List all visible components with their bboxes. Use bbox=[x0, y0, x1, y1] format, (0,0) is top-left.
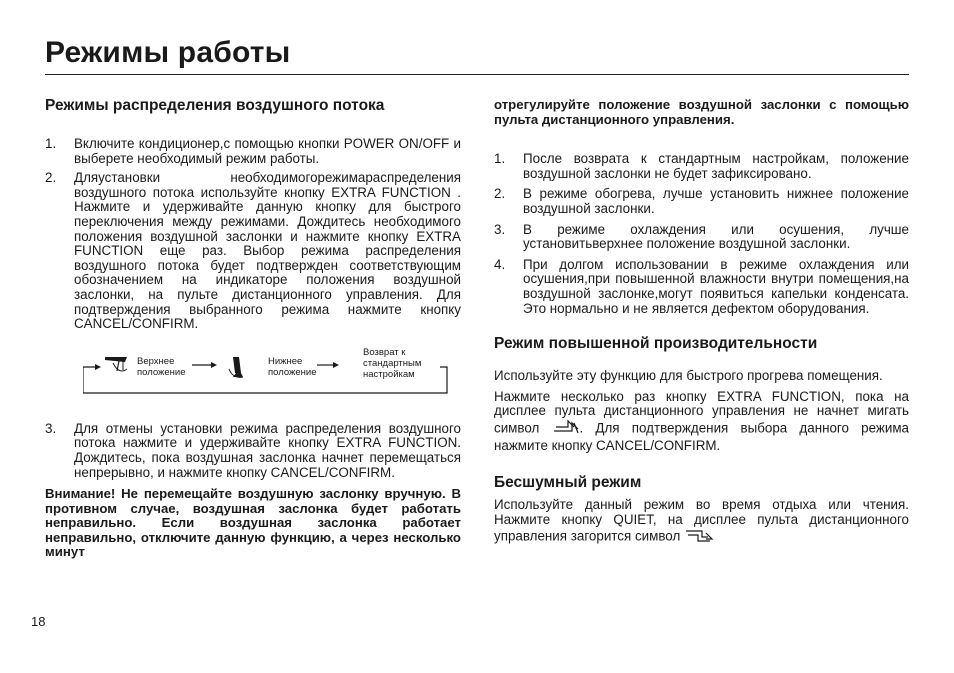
list-item bbox=[494, 152, 909, 181]
lower-position-label bbox=[268, 356, 317, 378]
step-text: Включите кондиционер,с помощью кнопки POWER ON/OFF и выберете необходимый режим работы. bbox=[74, 136, 461, 166]
section-heading-quiet: Бесшумный режим bbox=[494, 474, 642, 492]
upper-label-line1: Верхнее bbox=[137, 355, 175, 367]
upper-label-line2: положение bbox=[137, 366, 186, 378]
list-item bbox=[45, 171, 461, 332]
note-text: При долгом использовании в режиме охлаждения или осушения,при повышенной влажности внутри помещения,на воздушной заслонке,могут появиться капельки конденсата. Это нормально и не является дефектом оборудования. bbox=[523, 256, 909, 316]
return-label-line2: стандартным bbox=[363, 357, 422, 369]
high-power-para2 bbox=[494, 390, 909, 453]
list-item bbox=[494, 258, 909, 316]
quiet-mode-icon bbox=[684, 527, 714, 547]
left-column bbox=[45, 98, 461, 560]
title-divider bbox=[45, 74, 909, 75]
note-number: 4. bbox=[494, 256, 506, 272]
high-power-para1: Используйте эту функцию для быстрого прогрева помещения. bbox=[494, 368, 883, 384]
note-number: 3. bbox=[494, 221, 506, 237]
return-label-line3: настройкам bbox=[363, 368, 415, 380]
step-number: 3. bbox=[45, 420, 57, 436]
lower-position-icon bbox=[229, 357, 243, 377]
note-text: В режиме обогрева, лучше установить нижнее положение воздушной заслонки. bbox=[523, 186, 909, 216]
lower-label-line2: положение bbox=[268, 366, 317, 378]
upper-position-icon bbox=[105, 357, 127, 371]
page-number: 18 bbox=[31, 614, 46, 629]
notes-list bbox=[494, 152, 909, 316]
high-power-para2-text: Нажмите несколько раз кнопку EXTRA FUNCTION, пока на дисплее пульта дистанционного управления не начнет мигать символ bbox=[494, 388, 909, 436]
note-text: В режиме охлаждения или осушения, лучше установитьверхнее положение воздушной заслонки. bbox=[523, 221, 909, 252]
airflow-mode-diagram bbox=[83, 346, 489, 401]
warning-text: Внимание! Не перемещайте воздушную заслонку вручную. В противном случае, воздушная заслонка будет работать неправильно. Если воздушная заслонка работает неправильно, отключите данную функцию, а через несколько минут bbox=[45, 486, 461, 560]
quiet-para-text: Используйте данный режим во время отдыха или чтения. Нажмите кнопку QUIET, на дисплее пульта дистанционного управления загорится символ bbox=[494, 497, 909, 544]
list-item bbox=[494, 187, 909, 216]
return-default-label bbox=[363, 347, 421, 380]
section-heading-high-power: Режим повышенной производительности bbox=[494, 335, 818, 353]
airflow-steps bbox=[45, 137, 461, 332]
high-power-para2-after: . Для подтверждения выбора данного режима нажмите кнопку CANCEL/CONFIRM. bbox=[494, 420, 909, 453]
quiet-para bbox=[494, 498, 909, 547]
list-item bbox=[45, 137, 461, 166]
list-item bbox=[494, 223, 909, 252]
list-item bbox=[45, 422, 461, 480]
high-power-flow-icon bbox=[552, 419, 580, 439]
step-number: 2. bbox=[45, 170, 57, 186]
note-text: После возврата к стандартным настройкам, положение воздушной заслонки не будет зафиксировано. bbox=[523, 151, 909, 181]
airflow-steps-cancel bbox=[45, 422, 461, 480]
upper-position-label bbox=[137, 356, 186, 378]
warning-continuation: отрегулируйте положение воздушной заслонки с помощью пульта дистанционного управления. bbox=[494, 97, 909, 127]
note-number: 1. bbox=[494, 151, 506, 167]
step-number: 1. bbox=[45, 136, 57, 151]
right-column bbox=[494, 98, 909, 547]
note-number: 2. bbox=[494, 186, 506, 202]
step-text: Дляустановки необходимогорежимараспределения воздушного потока используйте кнопку EXTRA FUNCTION . Нажмите и удерживайте данную кнопку для быстрого переключения между режимами. Дождитесь необходимого положения воздушной заслонки и нажмите кнопку EXTRA FUNCTION еще раз. Выбор режима распределения воздушного потока будет подтвержден соответствующим обозначением на индикаторе положения воздушной заслонки, на пульте дистанционного управления. Для подтверждения выбранного режима нажмите кнопку CANCEL/CONFIRM. bbox=[74, 170, 461, 332]
page-title: Режимы работы bbox=[45, 36, 291, 69]
return-label-line1: Возврат к bbox=[363, 346, 406, 358]
section-heading-airflow: Режимы распределения воздушного потока bbox=[45, 97, 385, 114]
lower-label-line1: Нижнее bbox=[268, 355, 303, 367]
step-text: Для отмены установки режима распределения воздушного потока нажмите и удерживайте кнопку EXTRA FUNCTION. Дождитесь, пока воздушная заслонка начнет перемещаться непрерывно, и нажмите кнопку CANCEL/CONFIRM. bbox=[74, 420, 461, 480]
